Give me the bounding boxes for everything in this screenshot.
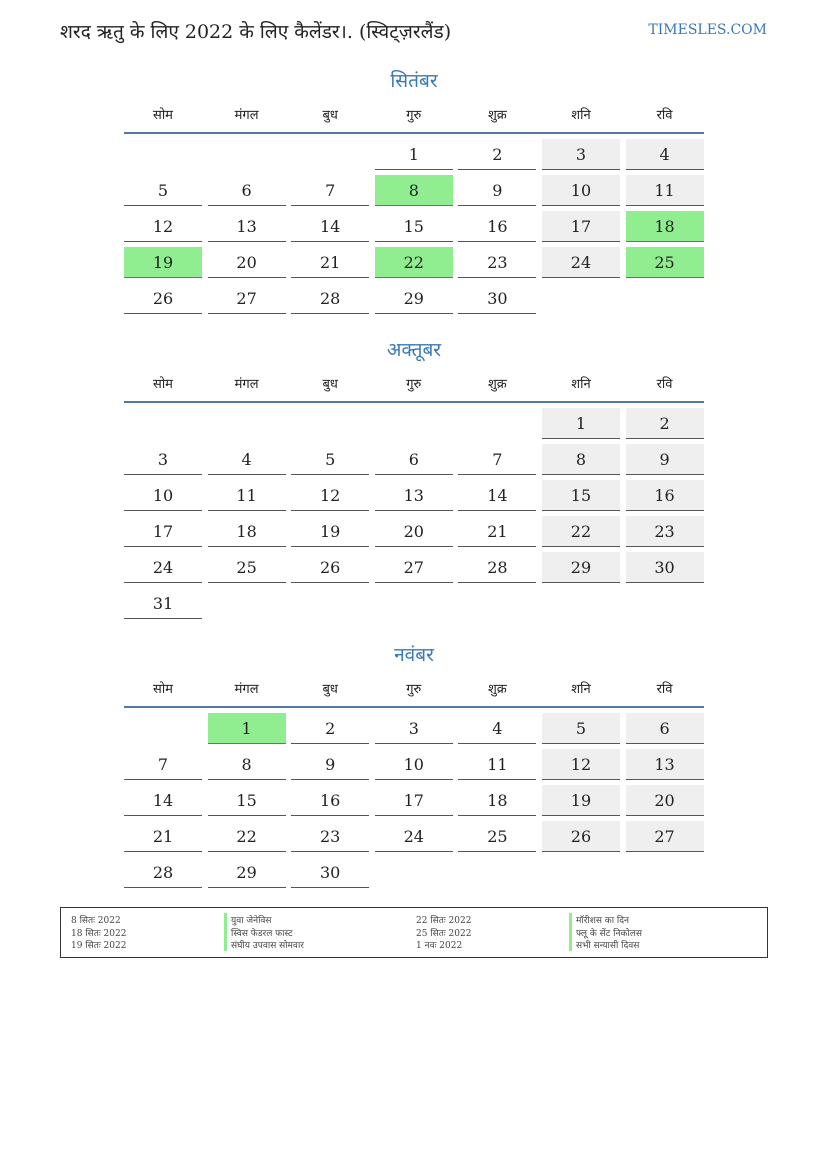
day-cell: 29 — [208, 857, 286, 888]
day-cell: 26 — [542, 821, 620, 852]
day-cell: 23 — [458, 247, 536, 278]
day-cell: 22 — [208, 821, 286, 852]
empty-cell — [291, 139, 369, 170]
weekday-label: रवि — [656, 682, 673, 697]
empty-cell — [124, 713, 202, 744]
day-cell: 2 — [626, 408, 704, 439]
weekday-label: शुक्र — [487, 377, 507, 392]
legend-date: 19 सितः 2022 — [71, 941, 127, 951]
day-cell: 5 — [291, 444, 369, 475]
day-cell: 21 — [458, 516, 536, 547]
day-cell: 19 — [542, 785, 620, 816]
holiday-day-cell: 19 — [124, 247, 202, 278]
day-cell: 27 — [208, 283, 286, 314]
month-november — [124, 640, 704, 888]
day-cell: 24 — [542, 247, 620, 278]
day-cell: 15 — [542, 480, 620, 511]
day-cell: 20 — [208, 247, 286, 278]
day-cell: 16 — [291, 785, 369, 816]
days-grid — [124, 408, 704, 619]
weekday-header — [124, 670, 704, 708]
legend-date: 18 सितः 2022 — [71, 928, 127, 939]
day-cell: 7 — [458, 444, 536, 475]
day-cell: 30 — [458, 283, 536, 314]
day-cell: 20 — [375, 516, 453, 547]
weekday-label: शुक्र — [487, 682, 507, 697]
day-cell: 3 — [124, 444, 202, 475]
day-cell: 22 — [542, 516, 620, 547]
day-cell: 17 — [124, 516, 202, 547]
weekday-label: गुरु — [406, 682, 422, 697]
weekday-label: रवि — [656, 377, 673, 392]
day-cell: 1 — [375, 139, 453, 170]
weekday-label: सोम — [153, 682, 173, 697]
day-cell: 12 — [542, 749, 620, 780]
day-cell: 13 — [626, 749, 704, 780]
empty-cell — [124, 408, 202, 439]
day-cell: 4 — [626, 139, 704, 170]
day-cell: 4 — [208, 444, 286, 475]
day-cell: 30 — [291, 857, 369, 888]
day-cell: 30 — [626, 552, 704, 583]
month-title: सितंबर — [390, 70, 438, 92]
day-cell: 6 — [626, 713, 704, 744]
day-cell: 11 — [458, 749, 536, 780]
day-cell: 29 — [542, 552, 620, 583]
page-title: शरद ऋतु के लिए 2022 के लिए कैलेंडर।. (स्विट्ज़रलैंड) — [60, 21, 452, 43]
weekday-label: रवि — [656, 108, 673, 123]
day-cell: 5 — [124, 175, 202, 206]
month-title: नवंबर — [394, 644, 434, 666]
legend-name: स्विस फेडरल फास्ट — [224, 926, 416, 939]
day-cell: 17 — [375, 785, 453, 816]
legend-date: 25 सितः 2022 — [416, 928, 472, 939]
day-cell: 2 — [458, 139, 536, 170]
weekday-label: शनि — [571, 682, 591, 697]
day-cell: 8 — [208, 749, 286, 780]
day-cell: 25 — [458, 821, 536, 852]
legend-date: 8 सितः 2022 — [71, 916, 121, 926]
weekday-label: शनि — [571, 108, 591, 123]
weekday-label: शुक्र — [487, 108, 507, 123]
empty-cell — [124, 139, 202, 170]
month-september — [124, 66, 704, 314]
weekday-label: सोम — [153, 377, 173, 392]
holiday-legend — [60, 907, 768, 958]
month-title: अक्तूबर — [386, 339, 442, 361]
empty-cell — [375, 408, 453, 439]
legend-name: मॉरीशस का दिन — [569, 913, 769, 926]
day-cell: 26 — [124, 283, 202, 314]
day-cell: 9 — [626, 444, 704, 475]
legend-date: 22 सितः 2022 — [416, 916, 472, 926]
day-cell: 12 — [291, 480, 369, 511]
brand-link[interactable]: TIMESLES.COM — [648, 22, 767, 38]
day-cell: 18 — [208, 516, 286, 547]
empty-cell — [208, 139, 286, 170]
days-grid — [124, 139, 704, 314]
weekday-label: बुध — [322, 108, 338, 123]
weekday-label: शनि — [571, 377, 591, 392]
day-cell: 6 — [208, 175, 286, 206]
holiday-day-cell: 22 — [375, 247, 453, 278]
day-cell: 28 — [291, 283, 369, 314]
weekday-label: सोम — [153, 108, 173, 123]
legend-name: युवा जेनेविस — [224, 913, 416, 926]
day-cell: 2 — [291, 713, 369, 744]
legend-name: संघीय उपवास सोमवार — [224, 938, 416, 951]
weekday-header — [124, 365, 704, 403]
weekday-label: बुध — [322, 377, 338, 392]
day-cell: 21 — [124, 821, 202, 852]
day-cell: 29 — [375, 283, 453, 314]
day-cell: 27 — [626, 821, 704, 852]
day-cell: 17 — [542, 211, 620, 242]
day-cell: 28 — [458, 552, 536, 583]
empty-cell — [208, 408, 286, 439]
day-cell: 14 — [124, 785, 202, 816]
legend-name: फ्लू के सेंट निकोलस — [569, 926, 769, 939]
day-cell: 10 — [124, 480, 202, 511]
empty-cell — [291, 408, 369, 439]
day-cell: 10 — [542, 175, 620, 206]
day-cell: 23 — [626, 516, 704, 547]
day-cell: 28 — [124, 857, 202, 888]
days-grid — [124, 713, 704, 888]
holiday-day-cell: 18 — [626, 211, 704, 242]
holiday-day-cell: 8 — [375, 175, 453, 206]
day-cell: 9 — [458, 175, 536, 206]
day-cell: 13 — [208, 211, 286, 242]
day-cell: 10 — [375, 749, 453, 780]
month-october — [124, 335, 704, 619]
weekday-label: गुरु — [406, 108, 422, 123]
day-cell: 24 — [375, 821, 453, 852]
day-cell: 8 — [542, 444, 620, 475]
day-cell: 11 — [208, 480, 286, 511]
weekday-label: गुरु — [406, 377, 422, 392]
day-cell: 31 — [124, 588, 202, 619]
day-cell: 25 — [208, 552, 286, 583]
holiday-day-cell: 25 — [626, 247, 704, 278]
legend-date: 1 नवः 2022 — [416, 941, 463, 951]
day-cell: 6 — [375, 444, 453, 475]
day-cell: 14 — [291, 211, 369, 242]
day-cell: 20 — [626, 785, 704, 816]
empty-cell — [458, 408, 536, 439]
day-cell: 7 — [124, 749, 202, 780]
weekday-label: मंगल — [234, 108, 259, 123]
day-cell: 7 — [291, 175, 369, 206]
weekday-label: मंगल — [234, 682, 259, 697]
day-cell: 16 — [626, 480, 704, 511]
day-cell: 15 — [375, 211, 453, 242]
day-cell: 12 — [124, 211, 202, 242]
holiday-day-cell: 1 — [208, 713, 286, 744]
day-cell: 18 — [458, 785, 536, 816]
day-cell: 3 — [375, 713, 453, 744]
day-cell: 26 — [291, 552, 369, 583]
day-cell: 23 — [291, 821, 369, 852]
day-cell: 16 — [458, 211, 536, 242]
day-cell: 1 — [542, 408, 620, 439]
weekday-header — [124, 96, 704, 134]
weekday-label: बुध — [322, 682, 338, 697]
day-cell: 15 — [208, 785, 286, 816]
day-cell: 3 — [542, 139, 620, 170]
day-cell: 5 — [542, 713, 620, 744]
day-cell: 4 — [458, 713, 536, 744]
weekday-label: मंगल — [234, 377, 259, 392]
day-cell: 9 — [291, 749, 369, 780]
day-cell: 19 — [291, 516, 369, 547]
day-cell: 14 — [458, 480, 536, 511]
day-cell: 11 — [626, 175, 704, 206]
day-cell: 27 — [375, 552, 453, 583]
day-cell: 13 — [375, 480, 453, 511]
legend-name: सभी सन्यासी दिवस — [569, 938, 769, 951]
day-cell: 24 — [124, 552, 202, 583]
day-cell: 21 — [291, 247, 369, 278]
